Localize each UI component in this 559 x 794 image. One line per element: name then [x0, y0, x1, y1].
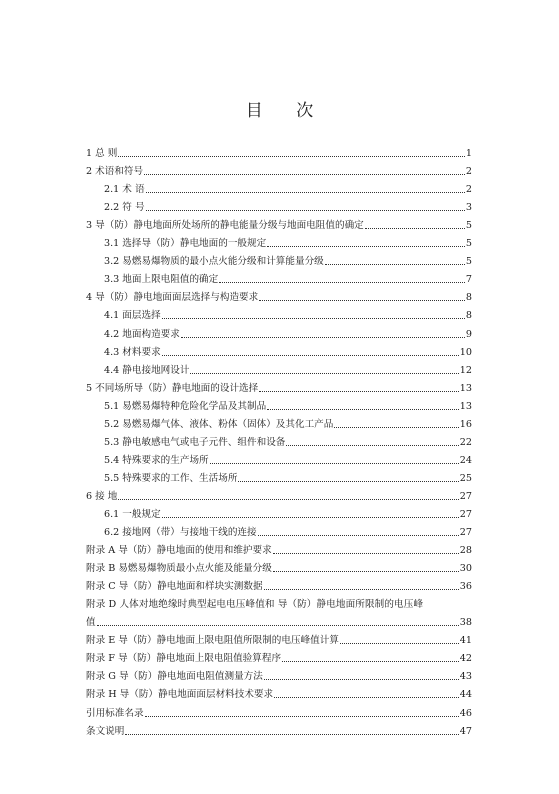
toc-entry-label: 3.2 易燃易爆物质的最小点火能分级和计算能量分级	[104, 256, 324, 268]
dot-leader	[286, 445, 458, 446]
dot-leader	[282, 661, 459, 662]
dot-leader	[125, 734, 458, 735]
toc-entry[interactable]	[86, 575, 472, 593]
toc-entry[interactable]	[86, 503, 472, 521]
toc-entry-page: 2	[465, 184, 472, 196]
toc-entry-page: 8	[465, 310, 472, 322]
toc-entry-label: 4.4 静电接地网设计	[104, 364, 190, 376]
dot-leader	[334, 427, 458, 428]
toc-entry-page: 38	[459, 617, 472, 629]
toc-entry-page: 3	[465, 202, 472, 214]
toc-entry-page: 5	[465, 238, 472, 250]
toc-entry-page: 25	[459, 472, 472, 484]
toc-entry-label: 3 导（防）静电地面所处场所的静电能量分级与地面电阻值的确定	[86, 220, 364, 232]
toc-entry-page: 7	[465, 274, 472, 286]
dot-leader	[264, 589, 459, 590]
toc-entry-label: 4 导（防）静电地面面层选择与构造要求	[86, 292, 259, 304]
toc-entry[interactable]	[86, 665, 472, 683]
toc-entry[interactable]	[86, 521, 472, 539]
toc-entry-page: 13	[459, 382, 472, 394]
toc-entry[interactable]	[86, 286, 472, 304]
toc-entry-page: 27	[459, 490, 472, 502]
toc-entry[interactable]	[86, 377, 472, 395]
toc-entry[interactable]	[86, 683, 472, 701]
toc-entry-page: 46	[459, 707, 472, 719]
dot-leader	[210, 463, 459, 464]
toc-entry[interactable]	[86, 214, 472, 232]
toc-entry-page: 9	[465, 328, 472, 340]
toc-entry-label: 附录 E 导（防）静电地面上限电阻值所限制的电压峰值计算	[86, 635, 339, 647]
toc-entry-label: 条文说明	[86, 725, 125, 737]
toc-entry-label: 附录 C 导（防）静电地面和样块实测数据	[86, 581, 263, 593]
toc-entry-label: 5.2 易燃易爆气体、液体、粉体（固体）及其化工产品	[104, 418, 334, 430]
toc-entry-label: 引用标准名录	[86, 707, 144, 719]
toc-entry-page: 43	[459, 671, 472, 683]
toc-entry-label: 2 术语和符号	[86, 166, 144, 178]
dot-leader	[146, 192, 465, 193]
toc-entry-label: 5.3 静电敏感电气或电子元件、组件和设备	[104, 436, 286, 448]
toc-entry-label: 4.3 材料要求	[104, 346, 161, 358]
toc-entry-label: 6.1 一般规定	[104, 508, 161, 520]
toc-entry-page: 42	[459, 653, 472, 665]
toc-entry-page: 12	[459, 364, 472, 376]
toc-entry[interactable]	[86, 160, 472, 178]
toc-entry[interactable]	[86, 485, 472, 503]
toc-entry-label: 4.1 面层选择	[104, 310, 161, 322]
toc-entry-label: 3.3 地面上限电阻值的确定	[104, 274, 219, 286]
toc-entry-label: 5.4 特殊要求的生产场所	[104, 454, 209, 466]
page-title: 目 次	[245, 101, 328, 121]
dot-leader	[162, 355, 459, 356]
toc-entry-page: 47	[459, 725, 472, 737]
dot-leader	[267, 246, 465, 247]
dot-leader	[162, 517, 459, 518]
toc-entry[interactable]	[86, 341, 472, 359]
toc-entry[interactable]	[86, 593, 472, 629]
toc-entry-page: 36	[459, 581, 472, 593]
toc-entry-page: 5	[465, 256, 472, 268]
toc-entry[interactable]	[86, 701, 472, 719]
toc-entry-page: 28	[459, 545, 472, 557]
dot-leader	[340, 643, 459, 644]
dot-leader	[181, 337, 465, 338]
toc-entry-label: 1 总 则	[86, 148, 118, 160]
dot-leader	[190, 373, 458, 374]
toc-entry-label: 附录 F 导（防）静电地面上限电阻值验算程序	[86, 653, 282, 665]
toc-entry-label: 附录 A 导（防）静电地面的使用和维护要求	[86, 545, 272, 557]
toc-entry[interactable]	[86, 395, 472, 413]
toc-entry-label: 2.1 术 语	[104, 184, 145, 196]
toc-entry[interactable]	[86, 413, 472, 431]
toc-entry[interactable]	[86, 720, 472, 738]
toc-entry-page: 8	[465, 292, 472, 304]
toc-entry[interactable]	[86, 142, 472, 160]
dot-leader	[325, 264, 465, 265]
dot-leader	[118, 156, 465, 157]
toc-entry-label: 附录 B 易燃易爆物质最小点火能及能量分级	[86, 563, 272, 575]
dot-leader	[273, 553, 459, 554]
toc-entry-label: 3.1 选择导（防）静电地面的一般规定	[104, 238, 267, 250]
toc-entry-page: 44	[459, 689, 472, 701]
dot-leader	[145, 716, 459, 717]
toc-entry-label: 6 接 地	[86, 490, 118, 502]
toc-entry-page: 27	[459, 527, 472, 539]
toc-entry-label: 附录 H 导（防）静电地面面层材料技术要求	[86, 689, 274, 701]
toc-entry-page: 30	[459, 563, 472, 575]
dot-leader	[258, 535, 459, 536]
dot-leader	[267, 409, 459, 410]
toc-entry-page: 1	[465, 148, 472, 160]
toc-entry-page: 27	[459, 508, 472, 520]
toc-entry[interactable]	[86, 232, 472, 250]
toc-entry-label-continued: 值	[86, 617, 96, 629]
toc-entry[interactable]	[86, 322, 472, 340]
toc-entry-label: 4.2 地面构造要求	[104, 328, 180, 340]
dot-leader	[146, 210, 465, 211]
dot-leader	[259, 391, 459, 392]
toc-entry[interactable]	[86, 557, 472, 575]
toc-entry[interactable]	[86, 467, 472, 485]
toc-entry-page: 41	[459, 635, 472, 647]
toc-entry-page: 5	[465, 220, 472, 232]
toc-entry[interactable]	[86, 196, 472, 214]
toc-entry-page: 16	[459, 418, 472, 430]
toc-entry[interactable]	[86, 268, 472, 286]
toc-entry-page: 22	[459, 436, 472, 448]
toc-entry-label: 2.2 符 号	[104, 202, 145, 214]
toc-entry-page: 2	[465, 166, 472, 178]
toc-entry-page: 10	[459, 346, 472, 358]
toc-entry[interactable]	[86, 304, 472, 322]
dot-leader	[274, 697, 459, 698]
toc-entry[interactable]	[86, 431, 472, 449]
dot-leader	[273, 571, 459, 572]
toc-entry-label: 附录 G 导（防）静电地面电阻值测量方法	[86, 671, 263, 683]
toc-entry[interactable]	[86, 629, 472, 647]
dot-leader	[365, 228, 465, 229]
toc-entry[interactable]	[86, 359, 472, 377]
toc-entry[interactable]	[86, 178, 472, 196]
dot-leader	[144, 174, 465, 175]
dot-leader	[162, 318, 465, 319]
dot-leader	[264, 679, 459, 680]
toc-entry-label: 附录 D 人体对地绝缘时典型起电电压峰值和 导（防）静电地面所限制的电压峰	[86, 599, 424, 611]
toc-entry-label: 6.2 接地网（带）与接地干线的连接	[104, 527, 257, 539]
dot-leader	[259, 300, 465, 301]
toc-entry-label: 5.5 特殊要求的工作、生活场所	[104, 472, 238, 484]
dot-leader	[97, 625, 459, 626]
toc-entry-label: 5.1 易燃易爆特种危险化学品及其制品	[104, 400, 267, 412]
dot-leader	[219, 282, 465, 283]
dot-leader	[118, 499, 458, 500]
dot-leader	[238, 481, 458, 482]
table-of-contents	[86, 142, 472, 738]
toc-entry[interactable]	[86, 250, 472, 268]
toc-entry-page: 13	[459, 400, 472, 412]
toc-entry[interactable]	[86, 449, 472, 467]
toc-entry-page: 24	[459, 454, 472, 466]
toc-entry-label: 5 不同场所导（防）静电地面的设计选择	[86, 382, 259, 394]
toc-entry[interactable]	[86, 647, 472, 665]
toc-entry[interactable]	[86, 539, 472, 557]
